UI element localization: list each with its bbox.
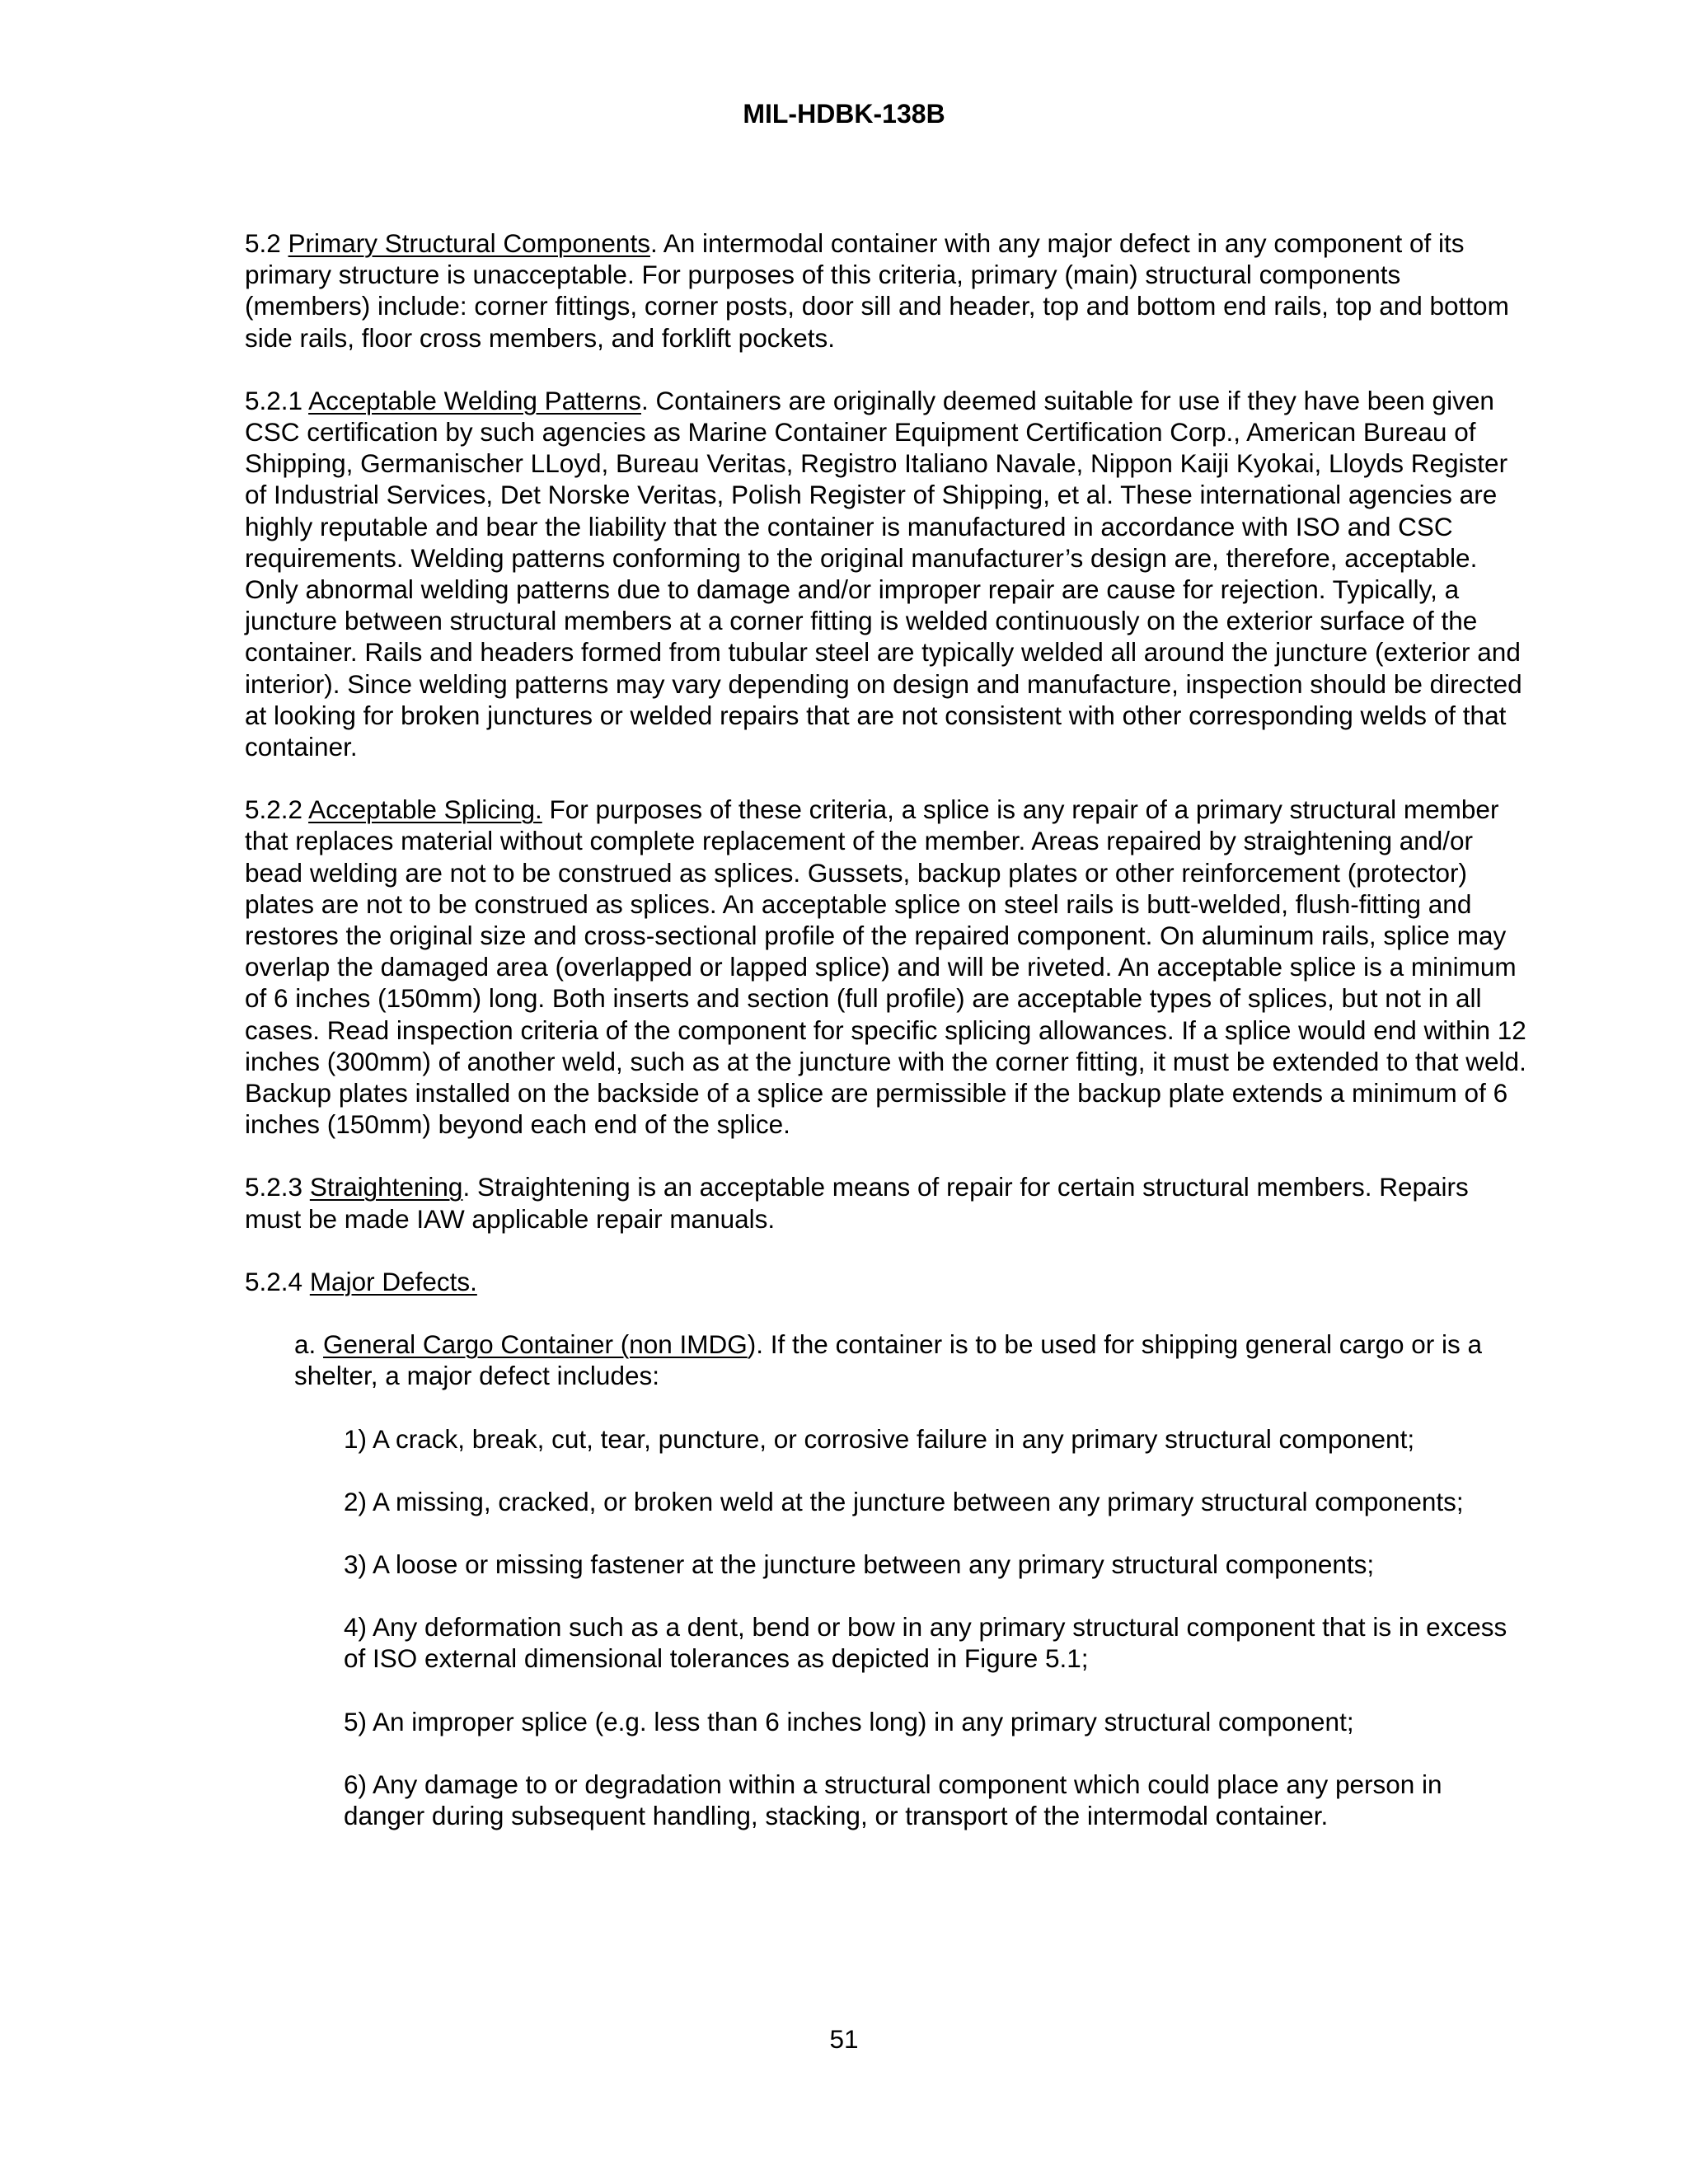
section-5-2-3 xyxy=(245,1171,1526,1234)
defect-item-3: 3) A loose or missing fastener at the juncture between any primary structural components; xyxy=(344,1549,1375,1579)
section-5-2-1 xyxy=(245,385,1526,762)
section-heading: Primary Structural Components xyxy=(288,228,650,258)
subsection-heading: General Cargo Container (non IMDG xyxy=(323,1329,748,1360)
section-heading: Acceptable Splicing. xyxy=(308,794,542,825)
section-heading: Straightening xyxy=(309,1172,463,1202)
section-heading: Acceptable Welding Patterns xyxy=(308,385,641,415)
section-number: 5.2.4 xyxy=(245,1266,310,1296)
document-id-header: MIL-HDBK-138B xyxy=(743,99,945,129)
section-text: For purposes of these criteria, a splice is any repair of a primary structural member that replaces material without complete replacement of the member. Areas repaired by straightening and/or bead welding are not to be construed as splices. Gussets, backup plates or other reinforcement (protector) plates are not to be construed as splices. An acceptable splice on steel rails is butt-welded, flush-fitting and restores the original size and cross-sectional profile of the repaired component. On aluminum rails, splice may overlap the damaged area (overlapped or lapped splice) and will be riveted. An acceptable splice is a minimum of 6 inches (150mm) long. Both inserts and section (full profile) are acceptable types of splices, but not in all cases. Read inspection criteria of the component for specific splicing allowances. If a splice would end within 12 inches (300mm) of another weld, such as at the juncture with the corner fitting, it must be extended to that weld. Backup plates installed on the backside of a splice are permissible if the backup plate extends a minimum of 6 inches (150mm) beyond each end of the splice. xyxy=(245,794,1526,1140)
page-number: 51 xyxy=(829,2024,859,2054)
section-number: 5.2.2 xyxy=(245,794,309,825)
defect-item-2: 2) A missing, cracked, or broken weld at the juncture between any primary structural components; xyxy=(344,1486,1464,1516)
section-text: . Containers are originally deemed suitable for use if they have been given CSC certification by such agencies as Marine Container Equipment Certification Corp., American Bureau of Shipping, Germanischer LLoyd, Bureau Veritas, Registro Italiano Navale, Nippon Kaiji Kyokai, Lloyds Register of Industrial Services, Det Norske Veritas, Polish Register of Shipping, et al. These international agencies are highly reputable and bear the liability that the container is manufactured in accordance with ISO and CSC requirements. Welding patterns conforming to the original manufacturer’s design are, therefore, acceptable. Only abnormal welding patterns due to damage and/or improper repair are cause for rejection. Typically, a juncture between structural members at a corner fitting is welded continuously on the exterior surface of the container. Rails and headers formed from tubular steel are typically welded all around the juncture (exterior and interior). Since welding patterns may vary depending on design and manufacture, inspection should be directed at looking for broken junctures or welded repairs that are not consistent with other corresponding welds of that container. xyxy=(245,385,1522,762)
section-5-2-2 xyxy=(245,794,1526,1140)
subsection-text: ). If the container is to be used for shipping general cargo or is a shelter, a major defect includes: xyxy=(294,1329,1483,1391)
defect-item-1: 1) A crack, break, cut, tear, puncture, or corrosive failure in any primary structural component; xyxy=(344,1423,1415,1454)
section-number: 5.2.1 xyxy=(245,385,309,415)
defect-item-5: 5) An improper splice (e.g. less than 6 inches long) in any primary structural component; xyxy=(344,1706,1354,1736)
section-number: 5.2.3 xyxy=(245,1172,310,1202)
defect-item-4: 4) Any deformation such as a dent, bend or bow in any primary structural component that is in excess of ISO external dimensional tolerances as depicted in Figure 5.1; xyxy=(344,1612,1507,1674)
subsection-letter: a. xyxy=(294,1329,324,1360)
section-text: . Straightening is an acceptable means of repair for certain structural members. Repairs must be made IAW applicable repair manuals. xyxy=(245,1172,1469,1234)
section-5-2-4 xyxy=(245,1266,1526,1297)
document-body xyxy=(245,227,1526,1863)
defect-item-6: 6) Any damage to or degradation within a structural component which could place any person in danger during subsequent handling, stacking, or transport of the intermodal container. xyxy=(344,1769,1442,1830)
subsection-a xyxy=(294,1329,1526,1391)
section-number: 5.2 xyxy=(245,228,288,258)
section-5-2 xyxy=(245,227,1526,354)
section-text: . An intermodal container with any major defect in any component of its primary structure is unacceptable. For purposes of this criteria, primary (main) structural components (members) include: corner fittings, corner posts, door sill and header, top and bottom end rails, top and bottom side rails, floor cross members, and forklift pockets. xyxy=(245,228,1509,353)
section-heading: Major Defects. xyxy=(309,1266,477,1296)
